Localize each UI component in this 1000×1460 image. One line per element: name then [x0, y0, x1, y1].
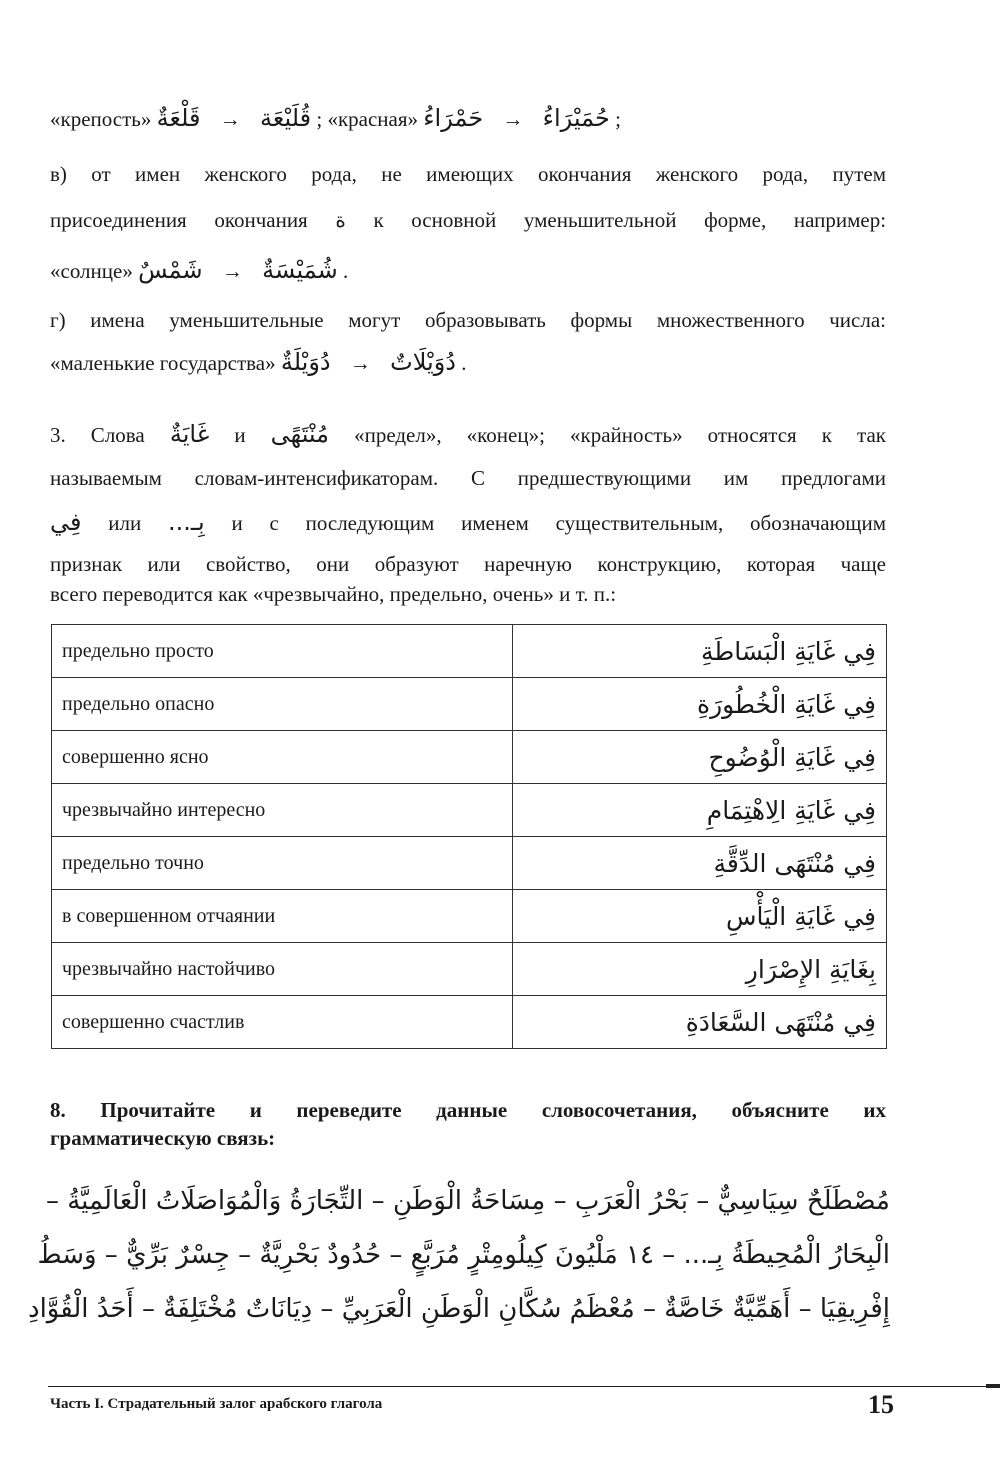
russian-cell: предельно точно [52, 837, 513, 890]
arabic-fi: فِي [50, 508, 82, 536]
arabic-cell: فِي غَايَةِ الْبَسَاطَةِ [513, 625, 887, 678]
running-footer: Часть I. Страдательный залог арабского глагола [50, 1396, 383, 1412]
construction-line: признак или свойство, они образуют наречную конструкцию, которая чаще [50, 552, 886, 576]
sun-example-line [50, 256, 886, 285]
text-segment: и [234, 423, 246, 447]
prepositions-line [50, 508, 886, 537]
arabic-shams: شَمْسٌ [138, 256, 203, 284]
table-row [52, 625, 887, 678]
text-segment: к основной уменьшительной форме, например: [373, 208, 887, 232]
russian-cell: чрезвычайно интересно [52, 784, 513, 837]
arabic-duwaylat: دُوَيْلَاتٌ [390, 348, 456, 376]
arabic-exercise-line-1: مُصْطَلَحٌ سِيَاسِيٌّ – بَحْرُ الْعَرَبِ – مِسَاحَةُ الْوَطَنِ – التِّجَارَةُ وَالْمُوَاصَلَاتُ الْعَالَمِيَّةُ – [45, 1186, 890, 1216]
arabic-exercise-line-2: الْبِحَارُ الْمُحِيطَةُ بِـ... – ١٤ مَلْيُونَ كِيلُومِتْرٍ مُرَبَّعٍ – حُدُودٌ بَحْرِيَّةٌ – جِسْرٌ بَرِّيٌّ – وَسَطُ [37, 1240, 890, 1270]
suffix-line [50, 206, 886, 234]
diminutive-examples-line [50, 104, 886, 133]
table-row [52, 784, 887, 837]
table-row [52, 837, 887, 890]
rule-g-line: г) имена уменьшительные могут образовывать формы множественного числа: [50, 308, 886, 332]
russian-cell: совершенно счастлив [52, 996, 513, 1049]
arabic-ghaya: غَايَةٌ [169, 420, 210, 448]
intensifiers-line: называемым словам-интенсификаторам. С предшествующими им предлогами [50, 466, 886, 490]
arrow-icon: → [219, 107, 241, 131]
translation-line: всего переводится как «чрезвычайно, предельно, очень» и т. п.: [50, 582, 617, 606]
arabic-qala: قَلْعَةٌ [156, 104, 201, 132]
arrow-icon: → [349, 351, 371, 375]
separator: ; [615, 107, 621, 131]
footer-tick [986, 1384, 1000, 1388]
page-number: 15 [868, 1390, 894, 1419]
exercise-heading-cont: грамматическую связь: [50, 1126, 276, 1150]
arabic-humayra: حُمَيْرَاءُ [542, 104, 610, 132]
arrow-icon: → [221, 259, 243, 283]
gloss-fortress: «крепость» [50, 107, 152, 131]
period: . [461, 351, 467, 375]
arabic-cell: فِي غَايَةِ الْيَأْسِ [513, 890, 887, 943]
arabic-cell: فِي مُنْتَهَى السَّعَادَةِ [513, 996, 887, 1049]
arabic-qulaya: قُلَيْعَة [260, 104, 312, 132]
russian-cell: в совершенном отчаянии [52, 890, 513, 943]
table-row [52, 943, 887, 996]
text-segment: и с последующим именем существительным, обозначающим [231, 511, 886, 535]
table-row [52, 890, 887, 943]
text-segment: присоединения окончания [50, 208, 308, 232]
rule-v-line: в) от имен женского рода, не имеющих окончания женского рода, путем [50, 162, 886, 186]
arabic-hamra: حَمْرَاءُ [423, 104, 484, 132]
footer-divider [48, 1386, 988, 1387]
text-segment: или [108, 511, 142, 535]
arabic-cell: فِي مُنْتَهَى الدِّقَّةِ [513, 837, 887, 890]
separator: ; [316, 107, 323, 131]
text-segment: 3. Слова [50, 423, 145, 447]
arabic-muntaha: مُنْتَهًى [270, 420, 330, 448]
table-row [52, 731, 887, 784]
gloss-sun: «солнце» [50, 259, 133, 283]
arabic-bi: بِـ... [168, 508, 205, 536]
russian-cell: предельно опасно [52, 678, 513, 731]
arabic-cell: فِي غَايَةِ الِاهْتِمَامِ [513, 784, 887, 837]
russian-cell: предельно просто [52, 625, 513, 678]
arabic-cell: بِغَايَةِ الإِصْرَارِ [513, 943, 887, 996]
gloss-red: «красная» [327, 107, 419, 131]
point-3-line [50, 420, 886, 449]
intensifier-table [51, 624, 887, 1049]
arabic-cell: فِي غَايَةِ الْوُضُوحِ [513, 731, 887, 784]
states-example-line [50, 348, 886, 377]
table-row [52, 678, 887, 731]
arrow-icon: → [502, 107, 524, 131]
arabic-duwayla: دُوَيْلَةٌ [280, 348, 331, 376]
russian-cell: чрезвычайно настойчиво [52, 943, 513, 996]
table-row [52, 996, 887, 1049]
arabic-cell: فِي غَايَةِ الْخُطُورَةِ [513, 678, 887, 731]
period: . [342, 259, 349, 283]
text-segment: «предел», «конец»; «крайность» относятся к так [354, 423, 886, 447]
gloss-small-states: «маленькие государства» [50, 351, 276, 375]
exercise-heading: 8. Прочитайте и переведите данные словосочетания, объясните их [50, 1098, 886, 1122]
russian-cell: совершенно ясно [52, 731, 513, 784]
arabic-ta-marbuta: ة [335, 208, 346, 232]
arabic-exercise-line-3: إِفْرِيقِيَا – أَهَمِّيَّةٌ خَاصَّةٌ – مُعْظَمُ سُكَّانِ الْوَطَنِ الْعَرَبِيِّ – دِيَانَاتٌ مُخْتَلِفَةٌ – أَحَدُ الْقُوَّادِ [28, 1294, 890, 1324]
arabic-shumaysa: شُمَيْسَةٌ [262, 256, 338, 284]
